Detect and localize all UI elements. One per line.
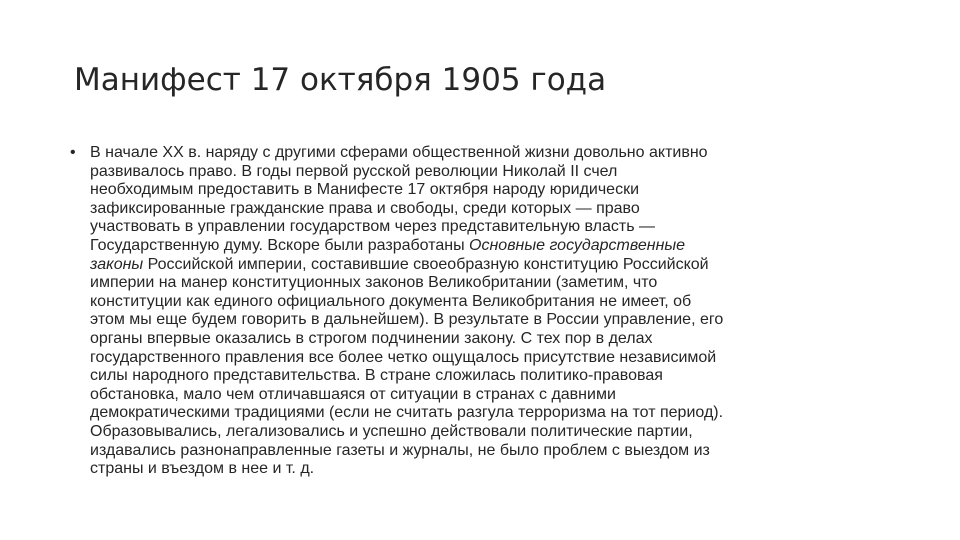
text-segment: участвовать в управлении государством через представительную власть —: [90, 218, 655, 236]
text-segment: органы впервые оказались в строгом подчинении закону. С тех пор в делах: [90, 329, 653, 347]
text-line: [90, 423, 890, 442]
text-segment: обстановка, мало чем отличавшаяся от ситуации в странах с давними: [90, 385, 616, 403]
text-segment: силы народного представительства. В стране сложилась политико-правовая: [90, 367, 663, 385]
text-segment: издавались разнонаправленные газеты и журналы, не было проблем с выездом из: [90, 441, 710, 459]
text-line: [90, 218, 890, 237]
text-line: [90, 404, 890, 423]
text-segment: государственного правления все более четко ощущалось присутствие независимой: [90, 348, 717, 366]
text-line: [90, 349, 890, 368]
text-segment: конституции как единого официального документа Великобритания не имеет, об: [90, 292, 692, 310]
text-line: [90, 367, 890, 386]
text-line: [90, 200, 890, 219]
text-segment: зафиксированные гражданские права и свободы, среди которых — право: [90, 199, 640, 217]
text-segment: необходимым предоставить в Манифесте 17 октября народу юридически: [90, 181, 640, 199]
text-line: [90, 181, 890, 200]
paragraph: [90, 144, 890, 479]
text-segment: демократическими традициями (если не считать разгула терроризма на тот период).: [90, 404, 724, 422]
text-line: [90, 144, 890, 163]
text-line: [90, 330, 890, 349]
text-segment: В начале XX в. наряду с другими сферами общественной жизни довольно активно: [90, 144, 708, 161]
text-segment: Российской империи, составившие своеобразную конституцию Российской: [143, 255, 709, 273]
text-segment: развивалось право. В годы первой русской революции Николай II счел: [90, 162, 618, 180]
text-segment: Государственную думу. Вскоре были разработаны: [90, 236, 470, 254]
text-segment: Образовывались, легализовались и успешно действовали политические партии,: [90, 422, 693, 440]
body-text: [70, 144, 890, 479]
text-line: [90, 442, 890, 461]
text-line: [90, 460, 890, 479]
text-segment: империи на манер конституционных законов Великобритании (заметим, что: [90, 274, 658, 292]
bullet-icon: •: [70, 144, 76, 161]
text-line: [90, 274, 890, 293]
italic-text-segment: Основные государственные: [469, 236, 686, 254]
slide-title: Манифест 17 октября 1905 года: [74, 62, 607, 98]
text-line: [90, 311, 890, 330]
text-line: [90, 386, 890, 405]
italic-text-segment: законы: [90, 255, 144, 273]
text-segment: этом мы еще будем говорить в дальнейшем). В результате в России управление, его: [90, 311, 724, 329]
text-line: [90, 293, 890, 312]
text-line: [90, 237, 890, 256]
text-line: [90, 256, 890, 275]
text-line: [90, 163, 890, 182]
text-segment: страны и въездом в нее и т. д.: [90, 460, 315, 478]
